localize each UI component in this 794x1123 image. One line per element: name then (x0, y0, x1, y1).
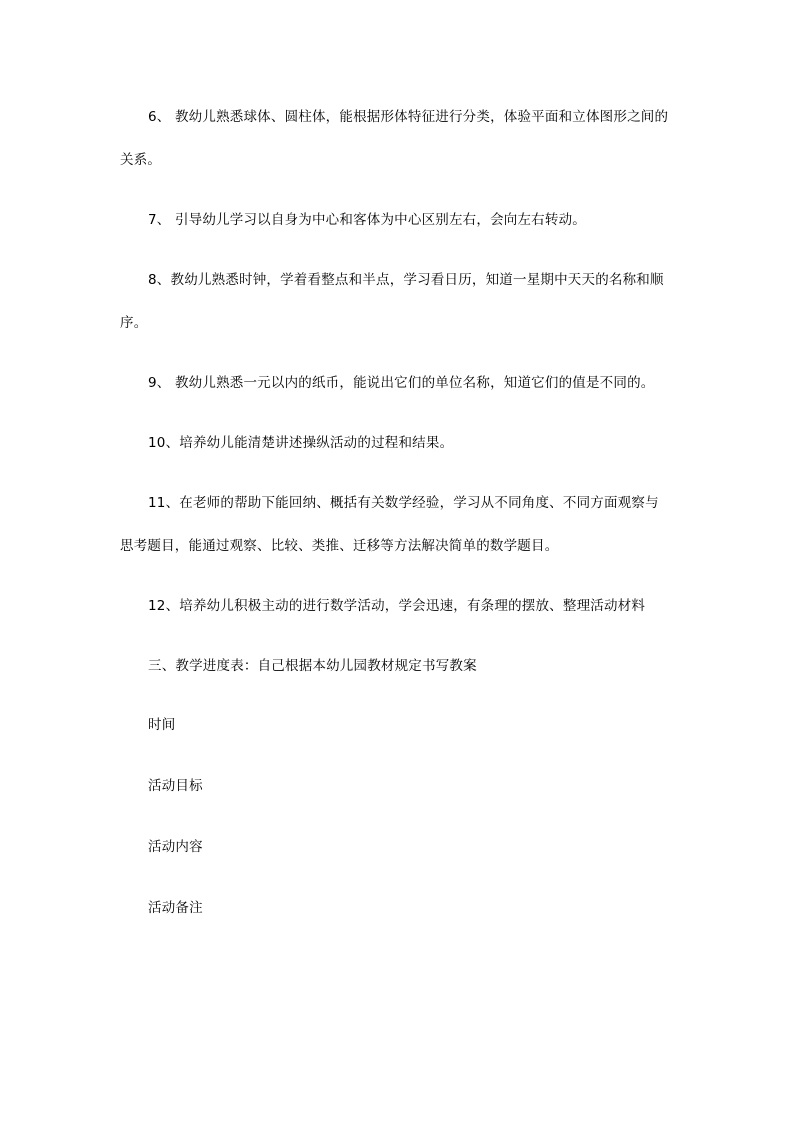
item-9: 9、 教幼儿熟悉一元以内的纸币，能说出它们的单位名称，知道它们的值是不同的。 (148, 375, 655, 391)
item-11-line-2: 思考题目，能通过观察、比较、类推、迁移等方法解决简单的数学题目。 (120, 538, 559, 554)
item-8-line-1: 8、教幼儿熟悉时钟，学着看整点和半点，学习看日历，知道一星期中天天的名称和顺 (148, 272, 664, 288)
item-6-line-2: 关系。 (120, 152, 162, 168)
table-label-time: 时间 (148, 717, 176, 733)
item-7: 7、 引导幼儿学习以自身为中心和客体为中心区别左右，会向左右转动。 (148, 212, 586, 228)
item-8-line-2: 序。 (120, 315, 148, 331)
table-label-notes: 活动备注 (148, 900, 203, 916)
item-10: 10、培养幼儿能清楚讲述操纵活动的过程和结果。 (148, 435, 454, 451)
item-11-line-1: 11、在老师的帮助下能回纳、概括有关数学经验，学习从不同角度、不同方面观察与 (148, 495, 659, 511)
section-heading: 三、教学进度表：自己根据本幼儿园教材规定书写教案 (148, 658, 477, 674)
table-label-goal: 活动目标 (148, 778, 203, 794)
table-label-content: 活动内容 (148, 839, 203, 855)
item-6-line-1: 6、 教幼儿熟悉球体、圆柱体，能根据形体特征进行分类，体验平面和立体图形之间的 (148, 109, 669, 125)
item-12: 12、培养幼儿积极主动的进行数学活动，学会迅速，有条理的摆放、整理活动材料 (148, 598, 646, 614)
